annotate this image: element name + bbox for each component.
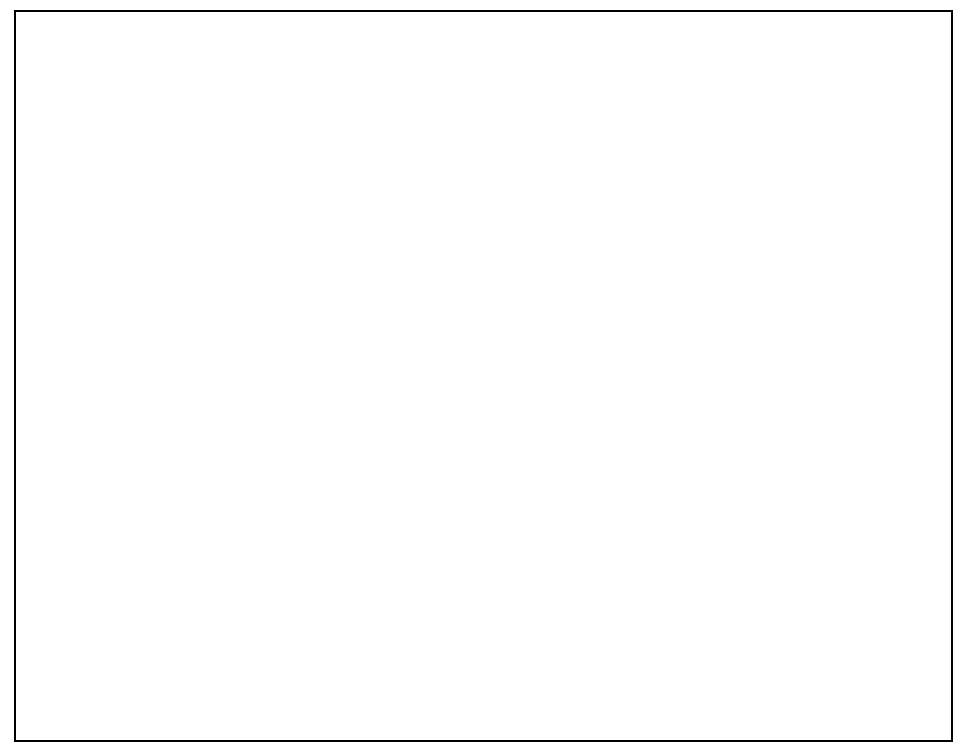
results-table — [14, 10, 953, 742]
